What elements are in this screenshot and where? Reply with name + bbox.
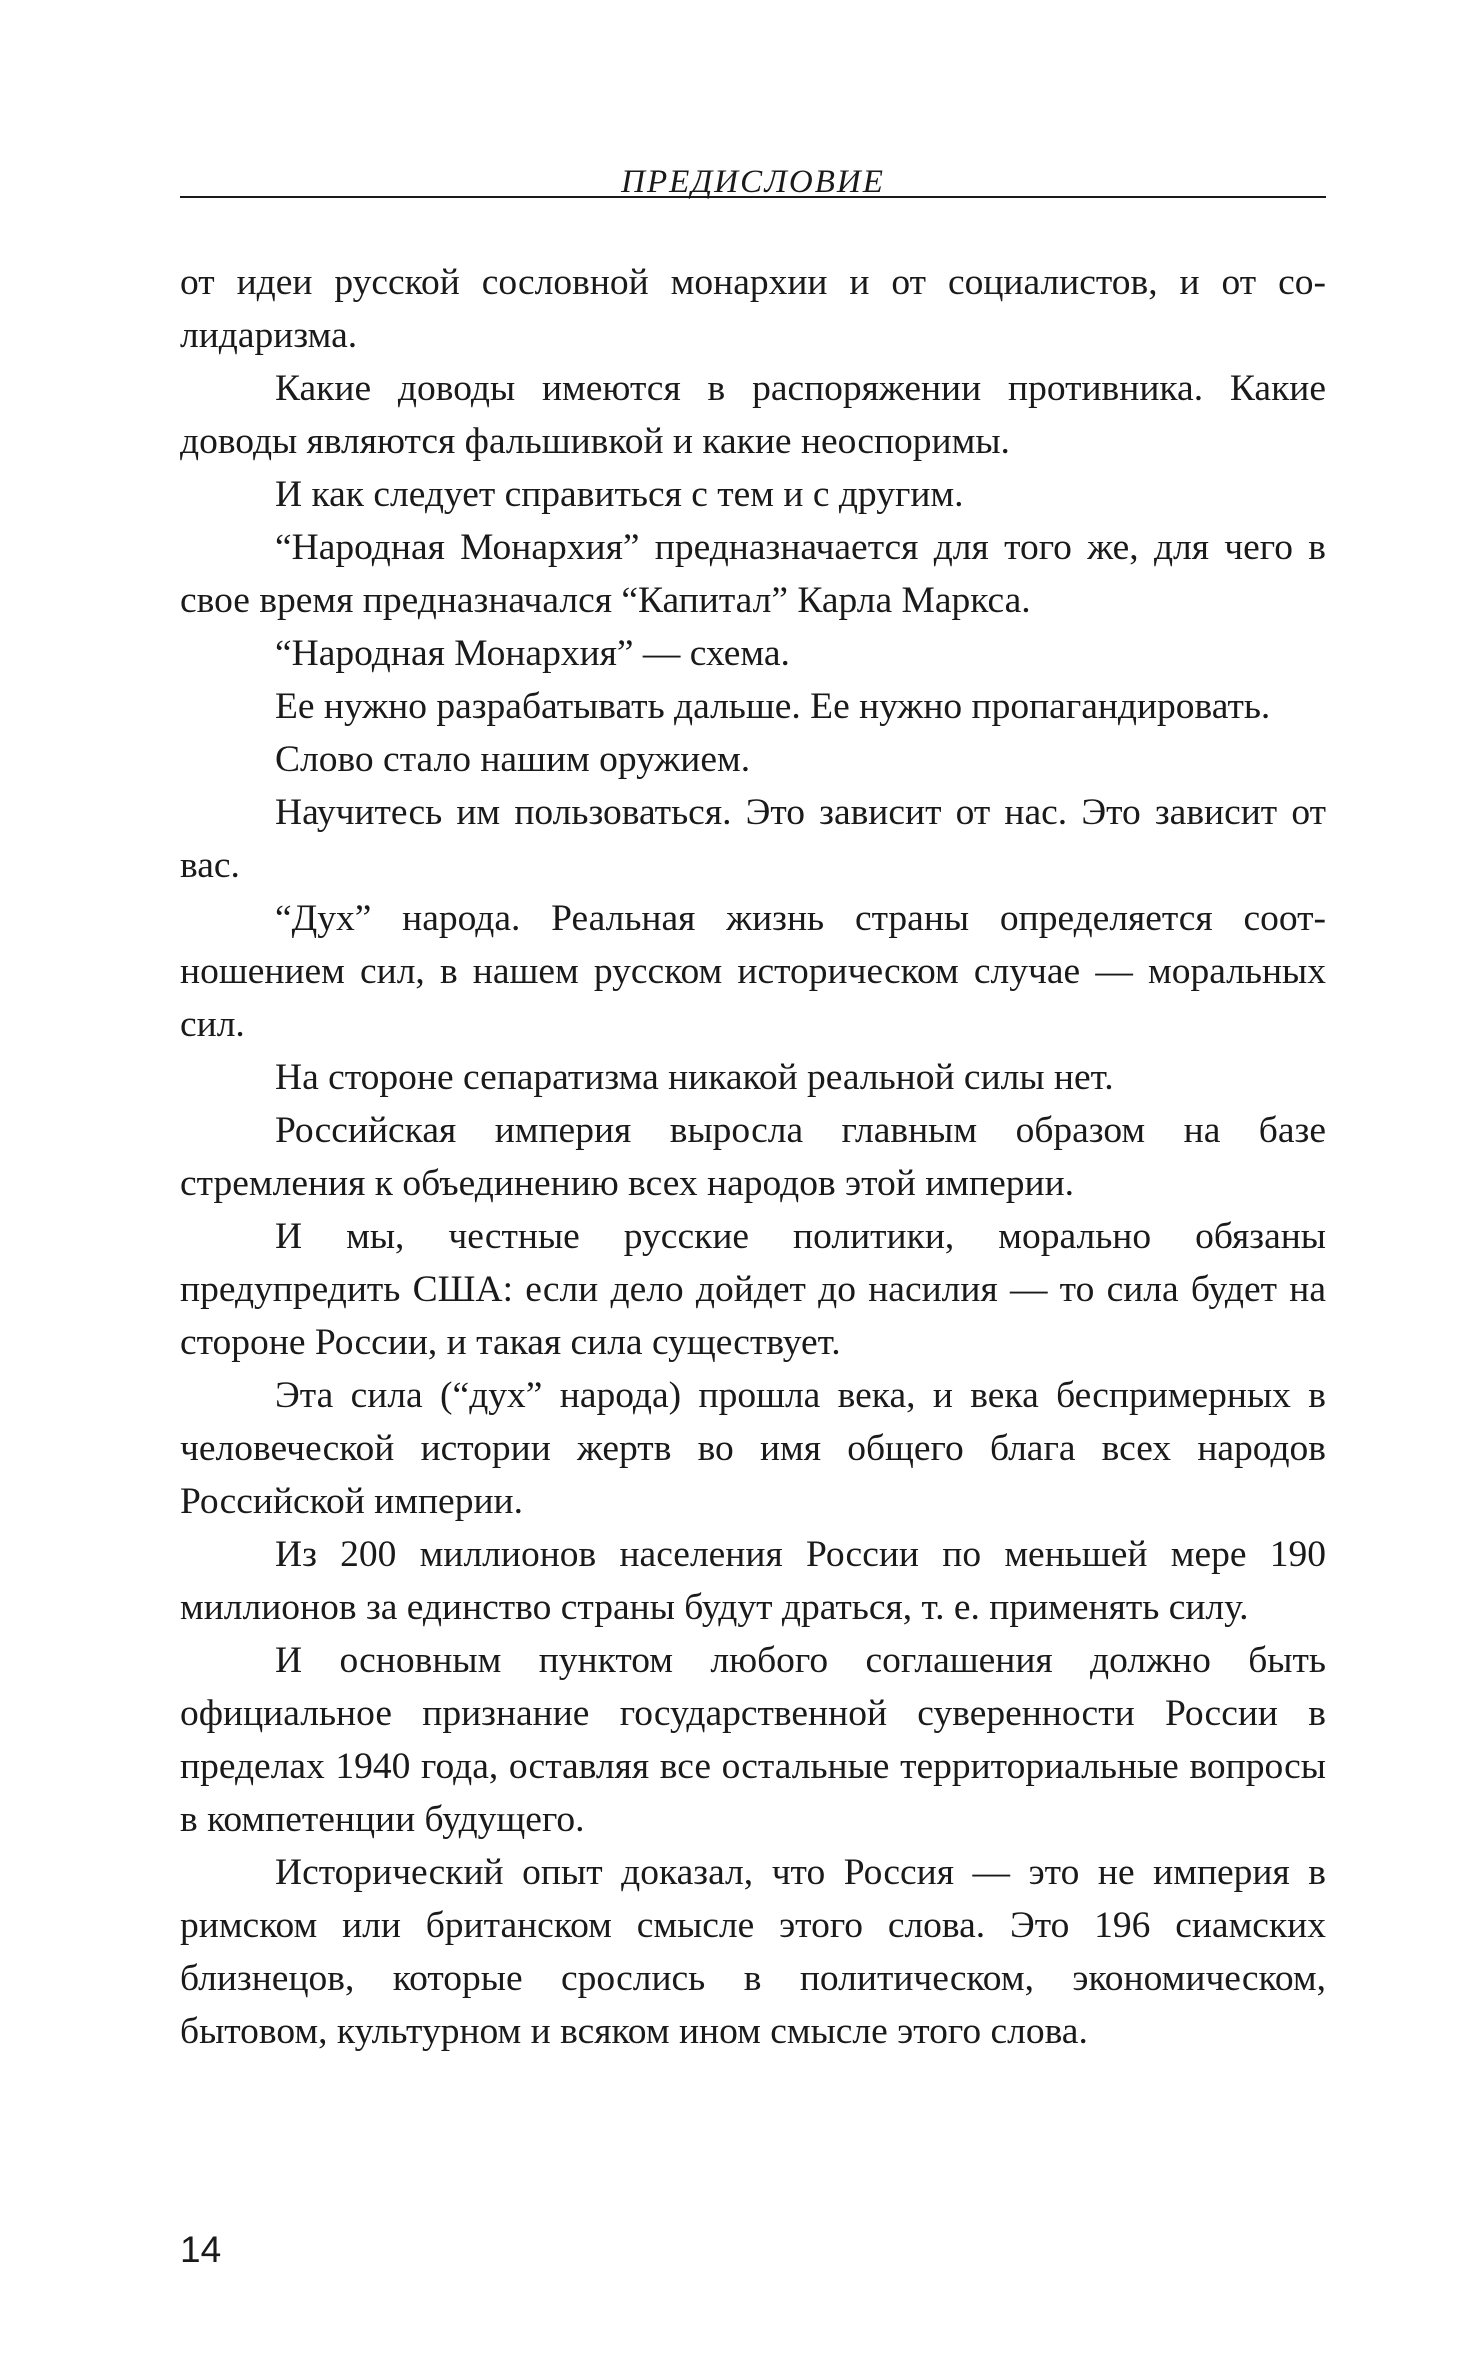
paragraph: И как следует справиться с тем и с другим. [275, 474, 964, 515]
paragraph: И мы, честные русские политики, морально обязаны предупредить США: если дело дойдет до насилия — то сила будет на стороне России, и такая сила существует. [180, 1216, 1326, 1363]
paragraph: “Народная Монархия” предназначается для того же, для чего в свое время предназначался “Капитал” Карла Маркса. [180, 527, 1326, 621]
paragraph: Российская империя выросла главным образом на базе стремления к объединению всех народов этой империи. [180, 1110, 1326, 1204]
paragraph: Какие доводы имеются в распоряжении противника. Какие доводы являются фальшивкой и какие неоспоримы. [180, 368, 1326, 462]
body-text [180, 256, 1326, 2058]
paragraph: И основным пунктом любого соглашения должно быть официальное признание государственной суверенности России в пределах 1940 года, оставляя все остальные территориальные вопросы в компетенции будущего. [180, 1640, 1326, 1840]
paragraph: от идеи русской сословной монархии и от социалистов, и от солидаризма. [180, 262, 1326, 356]
paragraph: Научитесь им пользоваться. Это зависит от нас. Это зависит от вас. [180, 792, 1326, 886]
header-rule [180, 196, 1326, 198]
paragraph: “Народная Монархия” — схема. [275, 633, 790, 674]
paragraph: Исторический опыт доказал, что Россия — это не империя в римском или британском смысле этого слова. Это 196 сиамских близнецов, которые срослись в политическом, экономическом, бытовом, культурном и всяком ином смысле этого слова. [180, 1852, 1326, 2052]
paragraph: Эта сила (“дух” народа) прошла века, и века беспримерных в человеческой истории жертв во имя общего блага всех народов Российской империи. [180, 1375, 1326, 1522]
paragraph: Из 200 миллионов населения России по меньшей мере 190 миллионов за единство страны будут драться, т. е. применять силу. [180, 1534, 1326, 1628]
paragraph: “Дух” народа. Реальная жизнь страны определяется соотношением сил, в нашем русском историческом случае — моральных сил. [180, 898, 1326, 1045]
running-title: ПРЕДИСЛОВИЕ [621, 164, 885, 200]
page-number: 14 [180, 2229, 222, 2270]
paragraph: Ее нужно разрабатывать дальше. Ее нужно пропагандировать. [275, 686, 1271, 727]
paragraph: На стороне сепаратизма никакой реальной силы нет. [275, 1057, 1114, 1098]
paragraph: Слово стало нашим оружием. [275, 739, 751, 780]
